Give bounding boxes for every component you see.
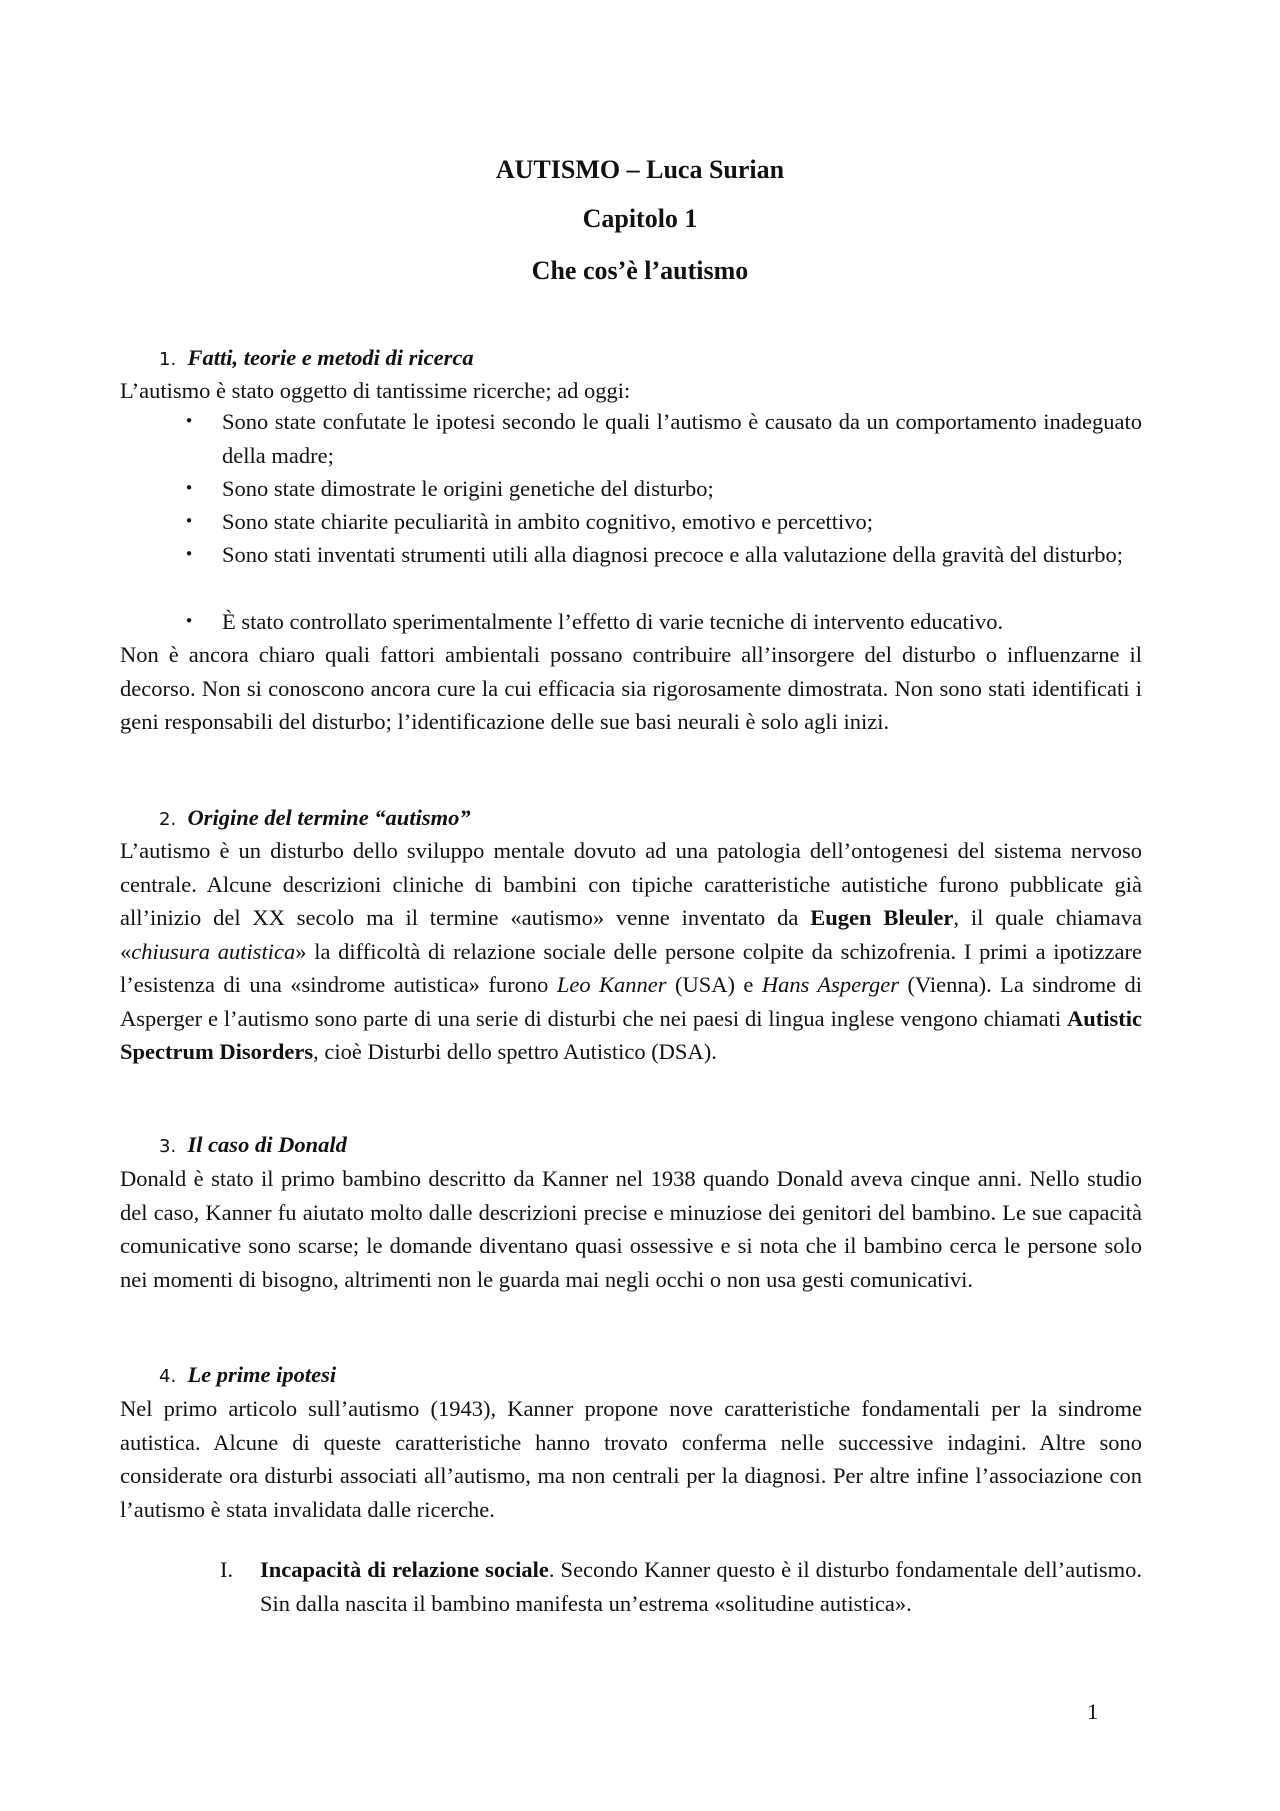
page-number: 1 [1087, 1699, 1099, 1724]
bullet-marker: • [184, 545, 194, 563]
section-heading-1 [159, 347, 474, 370]
list-item: Sono state chiarite peculiarità in ambito cognitivo, emotivo e percettivo; [222, 509, 874, 534]
list-item: Sono stati inventati strumenti utili alla diagnosi precoce e alla valutazione della gravità del disturbo; [222, 542, 1123, 567]
section-number: 4. [159, 1366, 177, 1387]
chapter-number: Capitolo 1 [582, 204, 698, 233]
paragraph: Non è ancora chiaro quali fattori ambientali possano contribuire all’insorgere del disturbo o influenzarne il decorso. Non si conoscono ancora cure la cui efficacia sia rigorosamente dimostrata. Non sono stati identificati i geni responsabili del disturbo; l’identificazione delle sue basi neurali è solo agli inizi. [120, 642, 1142, 734]
section-title: Le prime ipotesi [187, 1362, 337, 1387]
bullet-marker: • [184, 412, 194, 430]
paragraph: Nel primo articolo sull’autismo (1943), Kanner propone nove caratteristiche fondamentali per la sindrome autistica. Alcune di queste caratteristiche hanno trovato conferma nelle successive indagini. Altre sono considerate ora disturbi associati all’autismo, ma non centrali per la diagnosi. Per altre infine l’associazione con l’autismo è stata invalidata dalle ricerche. [120, 1396, 1142, 1522]
section-intro: L’autismo è stato oggetto di tantissime ricerche; ad oggi: [120, 378, 631, 403]
bullet-marker: • [184, 612, 194, 630]
person-name: Hans Asperger [761, 972, 900, 997]
term: Incapacità di relazione sociale [260, 1557, 549, 1582]
chapter-title: Che cos’è l’autismo [531, 256, 749, 285]
section-number: 1. [159, 349, 177, 370]
person-name: Eugen Bleuler [810, 905, 954, 930]
list-item: È stato controllato sperimentalmente l’effetto di varie tecniche di intervento educativo. [222, 609, 1004, 634]
roman-numeral: I. [220, 1557, 234, 1582]
section-number: 2. [159, 809, 177, 830]
term: Autistic Spectrum Disorders [120, 1005, 1142, 1064]
paragraph: L’autismo è un disturbo dello sviluppo mentale dovuto ad una patologia dell’ontogenesi del sistema nervoso centrale. Alcune descrizioni cliniche di bambini con tipiche caratteristiche autistiche furono pubblicate già all’inizio del XX secolo ma il termine «autismo» venne inventato da Eugen Bleuler, il quale chiamava «chiusura autistica» la difficoltà di relazione sociale delle persone colpite da schizofrenia. I primi a ipotizzare l’esistenza di una «sindrome autistica» furono Leo Kanner (USA) e Hans Asperger (Vienna). La sindrome di Asperger e l’autismo sono parte di una serie di disturbi che nei paesi di lingua inglese vengono chiamati Autistic Spectrum Disorders, cioè Disturbi dello spettro Autistico (DSA). [120, 838, 1143, 1064]
section-heading-4 [159, 1364, 336, 1387]
document-title: AUTISMO – Luca Surian [495, 155, 785, 184]
bullet-marker: • [184, 479, 194, 497]
bullet-marker: • [184, 512, 194, 530]
section-title: Fatti, teorie e metodi di ricerca [187, 345, 474, 370]
list-item: Sono state confutate le ipotesi secondo le quali l’autismo è causato da un comportamento inadeguato della madre; [222, 409, 1142, 468]
section-heading-2 [159, 807, 471, 830]
term: chiusura autistica [131, 938, 296, 964]
list-item: Incapacità di relazione sociale. Secondo Kanner questo è il disturbo fondamentale dell’autismo. Sin dalla nascita il bambino manifesta un’estrema «solitudine autistica». [260, 1557, 1143, 1616]
section-heading-3 [159, 1134, 347, 1157]
list-item: Sono state dimostrate le origini genetiche del disturbo; [222, 476, 714, 501]
section-number: 3. [159, 1136, 177, 1157]
paragraph: Donald è stato il primo bambino descritto da Kanner nel 1938 quando Donald aveva cinque anni. Nello studio del caso, Kanner fu aiutato molto dalle descrizioni precise e minuziose dei genitori del bambino. Le sue capacità comunicative sono scarse; le domande diventano quasi ossessive e si nota che il bambino cerca le persone solo nei momenti di bisogno, altrimenti non le guarda mai negli occhi o non usa gesti comunicativi. [120, 1166, 1142, 1292]
person-name: Leo Kanner [556, 972, 667, 997]
section-title: Il caso di Donald [187, 1132, 347, 1157]
section-title: Origine del termine “autismo” [187, 805, 471, 830]
